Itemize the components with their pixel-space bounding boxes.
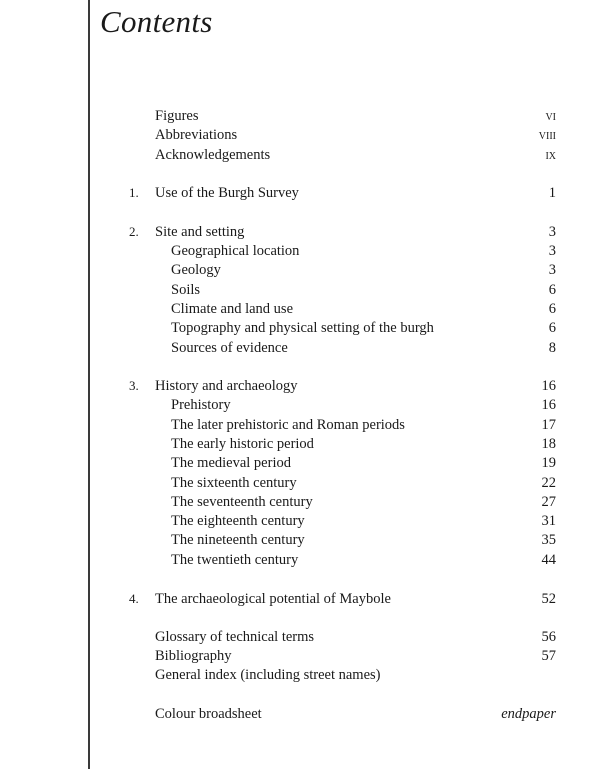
toc-entry-page: 19 [541, 455, 556, 471]
toc-entry-label: General index (including street names) [155, 667, 381, 683]
toc-entry-page: 56 [541, 629, 556, 645]
toc-entry-label: The nineteenth century [171, 532, 305, 548]
toc-entry-label: The later prehistoric and Roman periods [171, 417, 405, 433]
toc-chapter-4[interactable] [0, 589, 600, 609]
page-title: Contents [100, 4, 213, 39]
toc-section[interactable] [0, 280, 600, 300]
toc-entry-page: 6 [548, 320, 556, 336]
toc-entry-page: 16 [541, 397, 556, 413]
toc-section[interactable] [0, 395, 600, 415]
toc-entry-label: The seventeenth century [171, 494, 313, 510]
toc-entry-page: 52 [541, 591, 556, 607]
toc-section[interactable] [0, 511, 600, 531]
toc-entry-abbreviations[interactable] [0, 125, 600, 145]
toc-entry-label: Soils [171, 282, 201, 298]
toc-entry-page: 16 [541, 378, 556, 394]
toc-section[interactable] [0, 241, 600, 261]
toc-entry-label: Bibliography [155, 648, 232, 664]
toc-entry-label: Figures [155, 108, 199, 124]
toc-entry-label: Abbreviations [155, 127, 238, 143]
toc-entry-page: 35 [541, 532, 556, 548]
chapter-number: 4. [129, 591, 139, 606]
toc-section[interactable] [0, 260, 600, 280]
toc-entry-page: 57 [541, 648, 556, 664]
toc-entry-page: 6 [548, 301, 556, 317]
toc-entry-label: Topography and physical setting of the burgh [171, 320, 434, 336]
toc-entry-page: 8 [548, 340, 556, 356]
toc-entry-label: Glossary of technical terms [155, 629, 315, 645]
toc-chapter-3[interactable] [0, 376, 600, 396]
toc-entry-label: The eighteenth century [171, 513, 305, 529]
chapter-number: 3. [129, 378, 139, 393]
toc-section[interactable] [0, 318, 600, 338]
toc-entry-glossary[interactable] [0, 627, 600, 647]
toc-entry-page: ix [545, 147, 556, 163]
toc-entry-label: Prehistory [171, 397, 231, 413]
toc-section[interactable] [0, 492, 600, 512]
toc-entry-label: Site and setting [155, 224, 245, 240]
toc-entry-label: Geographical location [171, 243, 300, 259]
chapter-number: 1. [129, 185, 139, 200]
toc-entry-page: 1 [548, 185, 556, 201]
toc-entry-page: 27 [541, 494, 556, 510]
toc-entry-acknowledgements[interactable] [0, 145, 600, 165]
toc-section[interactable] [0, 415, 600, 435]
toc-entry-page: viii [538, 127, 556, 143]
toc-chapter-1[interactable] [0, 183, 600, 203]
toc-entry-label: The archaeological potential of Maybole [155, 591, 391, 607]
toc-entry-page: 3 [548, 262, 556, 278]
toc-entry-page: 3 [548, 224, 556, 240]
toc-entry-page: 44 [541, 552, 556, 568]
toc-entry-page: 31 [541, 513, 556, 529]
toc-section[interactable] [0, 530, 600, 550]
toc-section[interactable] [0, 550, 600, 570]
chapter-number: 2. [129, 224, 139, 239]
toc-entry-label: The twentieth century [171, 552, 299, 568]
toc-entry-label: The medieval period [171, 455, 291, 471]
toc-entry-bibliography[interactable] [0, 646, 600, 666]
toc-entry-page: endpaper [501, 706, 556, 722]
toc-entry-page: vi [545, 108, 556, 124]
toc-section[interactable] [0, 299, 600, 319]
toc-entry-page: 18 [541, 436, 556, 452]
toc-entry-page: 22 [541, 475, 556, 491]
toc-chapter-2[interactable] [0, 222, 600, 242]
toc-entry-page: 3 [548, 243, 556, 259]
toc-entry-label: History and archaeology [155, 378, 298, 394]
toc-entry-label: Acknowledgements [155, 147, 271, 163]
toc-entry-page: 6 [548, 282, 556, 298]
toc-section[interactable] [0, 473, 600, 493]
toc-entry-label: Sources of evidence [171, 340, 288, 356]
toc-entry-label: Colour broadsheet [155, 706, 262, 722]
toc-entry-figures[interactable] [0, 106, 600, 126]
toc-entry-page: 17 [541, 417, 556, 433]
toc-entry-label: Use of the Burgh Survey [155, 185, 299, 201]
toc-entry-colour-broadsheet[interactable] [0, 704, 600, 724]
toc-section[interactable] [0, 338, 600, 358]
toc-entry-label: Geology [171, 262, 221, 278]
toc-entry-general-index[interactable] [0, 665, 600, 685]
toc-section[interactable] [0, 453, 600, 473]
toc-entry-label: The early historic period [171, 436, 314, 452]
toc-entry-label: Climate and land use [171, 301, 294, 317]
toc-section[interactable] [0, 434, 600, 454]
toc-entry-label: The sixteenth century [171, 475, 297, 491]
